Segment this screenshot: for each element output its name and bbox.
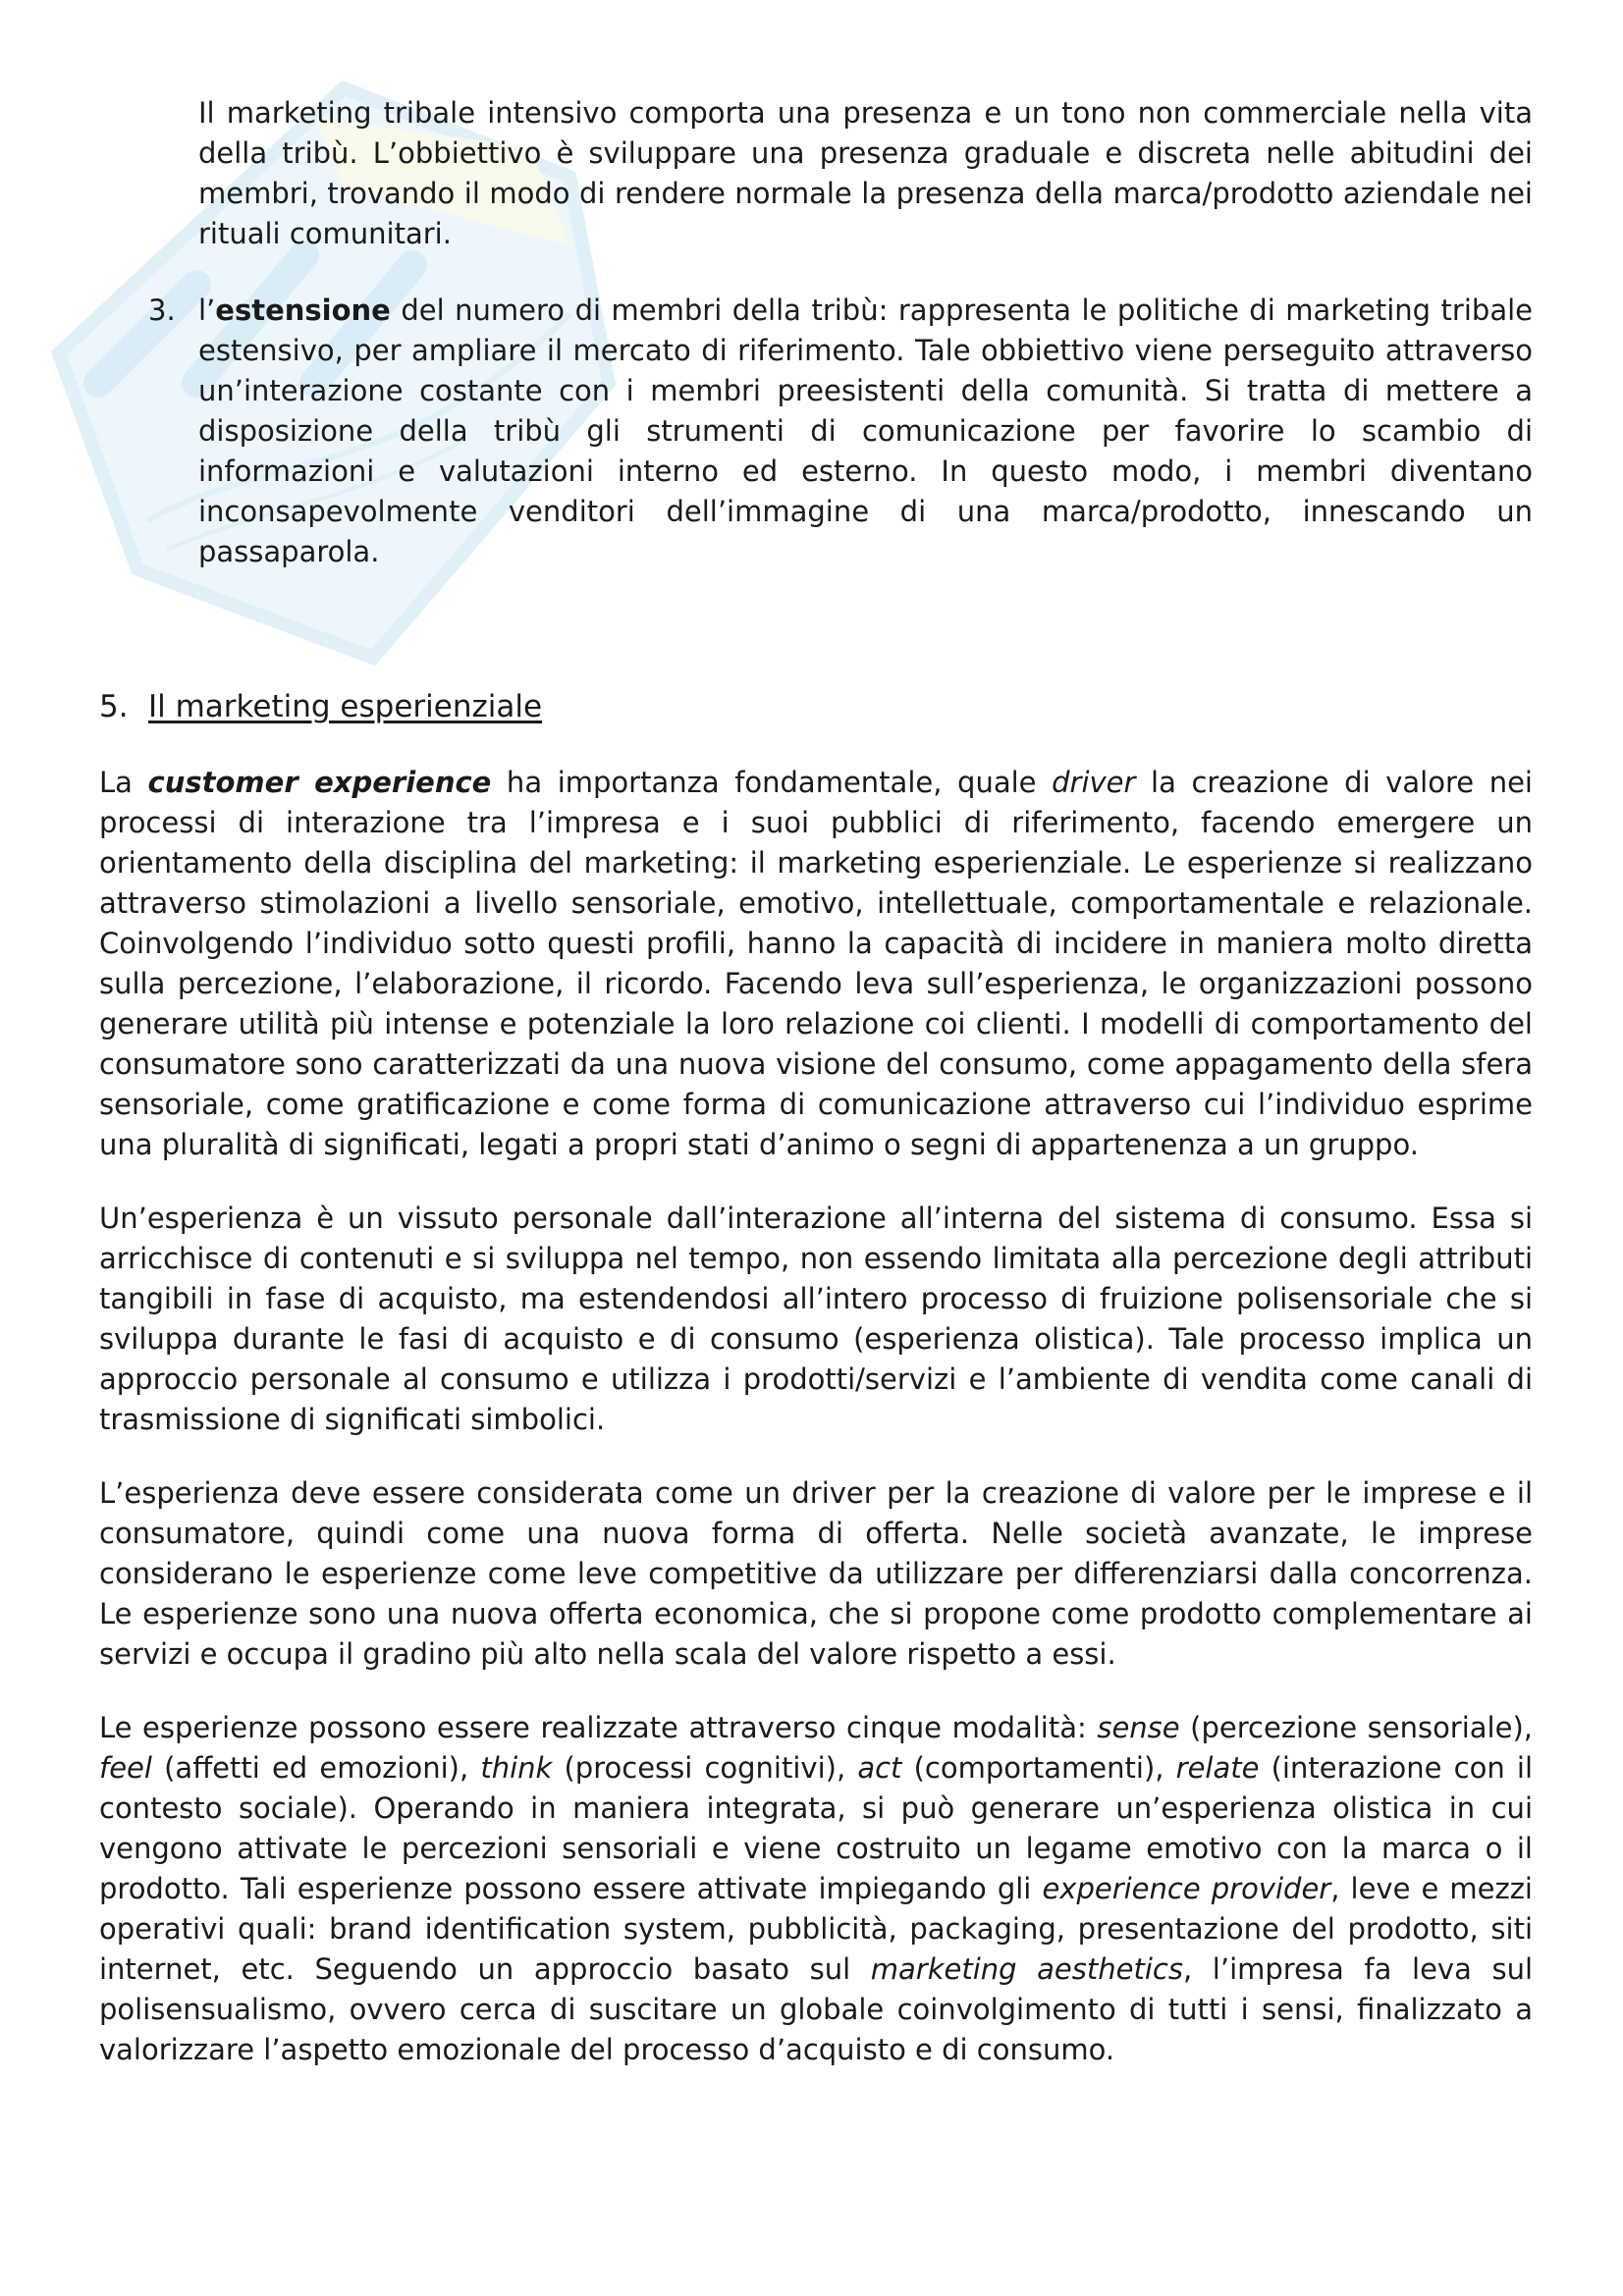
text-run: , leve e mezzi operativi quali: brand identification system, pubblicità, packaging, presentazione del prodotto, siti internet, etc. Seguendo un approccio basato sul xyxy=(99,1872,1533,1986)
document-page xyxy=(99,93,1533,2104)
italic-term: relate xyxy=(1175,1751,1260,1785)
paragraph-driver: L’esperienza deve essere considerata come un driver per la creazione di valore per le imprese e il consumatore, quindi come una nuova forma di offerta. Nelle società avanzate, le imprese considerano le esperienze come leve competitive da utilizzare per differenziarsi dalla concorrenza. Le esperienze sono una nuova offerta economica, che si propone come prodotto complementare ai servizi e occupa il gradino più alto nella scala del valore rispetto a essi. xyxy=(99,1476,1533,1671)
list-item-3 xyxy=(148,291,1533,572)
text-run: la creazione di valore nei processi di interazione tra l’impresa e i suoi pubblici di riferimento, facendo emergere un orientamento della disciplina del marketing: il marketing esperienziale. Le esperienze si realizzano attraverso stimolazioni a livello sensoriale, emotivo, intellettuale, comportamentale e relazionale. Coinvolgendo l’individuo sotto questi profili, hanno la capacità di incidere in maniera molto diretta sulla percezione, l’elaborazione, il ricordo. Facendo leva sull’esperienza, le organizzazioni possono generare utilità più intense e potenziale la loro relazione coi clienti. I modelli di comportamento del consumatore sono caratterizzati da una nuova visione del consumo, come appagamento della sfera sensoriale, come gratificazione e come forma di comunicazione attraverso cui l’individuo esprime una pluralità di significati, legati a propri stati d’animo o segni di appartenenza a un gruppo. xyxy=(99,766,1533,1161)
text-run: (processi cognitivi), xyxy=(552,1751,858,1785)
paragraph-customer-experience xyxy=(99,763,1533,1165)
section-heading xyxy=(99,686,1533,727)
italic-term: think xyxy=(480,1751,553,1785)
italic-term: sense xyxy=(1097,1711,1180,1744)
italic-term: experience provider xyxy=(1042,1872,1331,1905)
intro-paragraph: Il marketing tribale intensivo comporta una presenza e un tono non commerciale nella vita della tribù. L’obbiettivo è sviluppare una presenza graduale e discreta nelle abitudini dei membri, trovando il modo di rendere normale la presenza della marca/prodotto aziendale nei rituali comunitari. xyxy=(198,96,1533,250)
italic-term: driver xyxy=(1052,766,1136,799)
text-run: , l’impresa fa leva sul polisensualismo, ovvero cerca di suscitare un globale coinvolgimento di tutti i sensi, finalizzato a valorizzare l’aspetto emozionale del processo d’acquisto e di consumo. xyxy=(99,1952,1534,2066)
text-run: (affetti ed emozioni), xyxy=(151,1751,481,1785)
text-run: La xyxy=(99,766,148,799)
list-item-text: del numero di membri della tribù: rappresenta le politiche di marketing tribale estensivo, per ampliare il mercato di riferimento. Tale obbiettivo viene perseguito attraverso un’interazione costante con i membri preesistenti della comunità. Si tratta di mettere a disposizione della tribù gli strumenti di comunicazione per favorire lo scambio di informazioni e valutazioni interno ed esterno. In questo modo, i membri diventano inconsapevolmente venditori dell’immagine di una marca/prodotto, innescando un passaparola. xyxy=(198,294,1533,568)
section-number: 5. xyxy=(99,689,129,724)
list-item-lead: l’ xyxy=(198,294,216,327)
section-title: Il marketing esperienziale xyxy=(148,689,543,724)
text-run: ha importanza fondamentale, quale xyxy=(491,766,1053,799)
text-run: (percezione sensoriale), xyxy=(1179,1711,1533,1744)
text-run: (comportamenti), xyxy=(901,1751,1176,1785)
text-run: Le esperienze possono essere realizzate attraverso cinque modalità: xyxy=(99,1711,1098,1744)
list-item-bold-term: estensione xyxy=(215,294,391,327)
italic-term: marketing aesthetics xyxy=(870,1952,1183,1986)
text-run: (interazione con il contesto sociale). Operando in maniera integrata, si può generare un’esperienza olistica in cui vengono attivate le percezioni sensoriali e viene costruito un legame emotivo con la marca o il prodotto. Tali esperienze possono essere attivate impiegando gli xyxy=(99,1751,1533,1905)
paragraph-modalita xyxy=(99,1708,1533,2070)
bold-italic-term: customer experience xyxy=(147,766,492,799)
italic-term: act xyxy=(857,1751,902,1785)
italic-term: feel xyxy=(99,1751,152,1785)
list-number: 3. xyxy=(148,294,176,327)
paragraph-esperienza: Un’esperienza è un vissuto personale dall’interazione all’interna del sistema di consumo. Essa si arricchisce di contenuti e si sviluppa nel tempo, non essendo limitata alla percezione degli attributi tangibili in fase di acquisto, ma estendendosi all’intero processo di fruizione polisensoriale che si sviluppa durante le fasi di acquisto e di consumo (esperienza olistica). Tale processo implica un approccio personale al consumo e utilizza i prodotti/servizi e l’ambiente di vendita come canali di trasmissione di significati simbolici. xyxy=(99,1201,1533,1436)
